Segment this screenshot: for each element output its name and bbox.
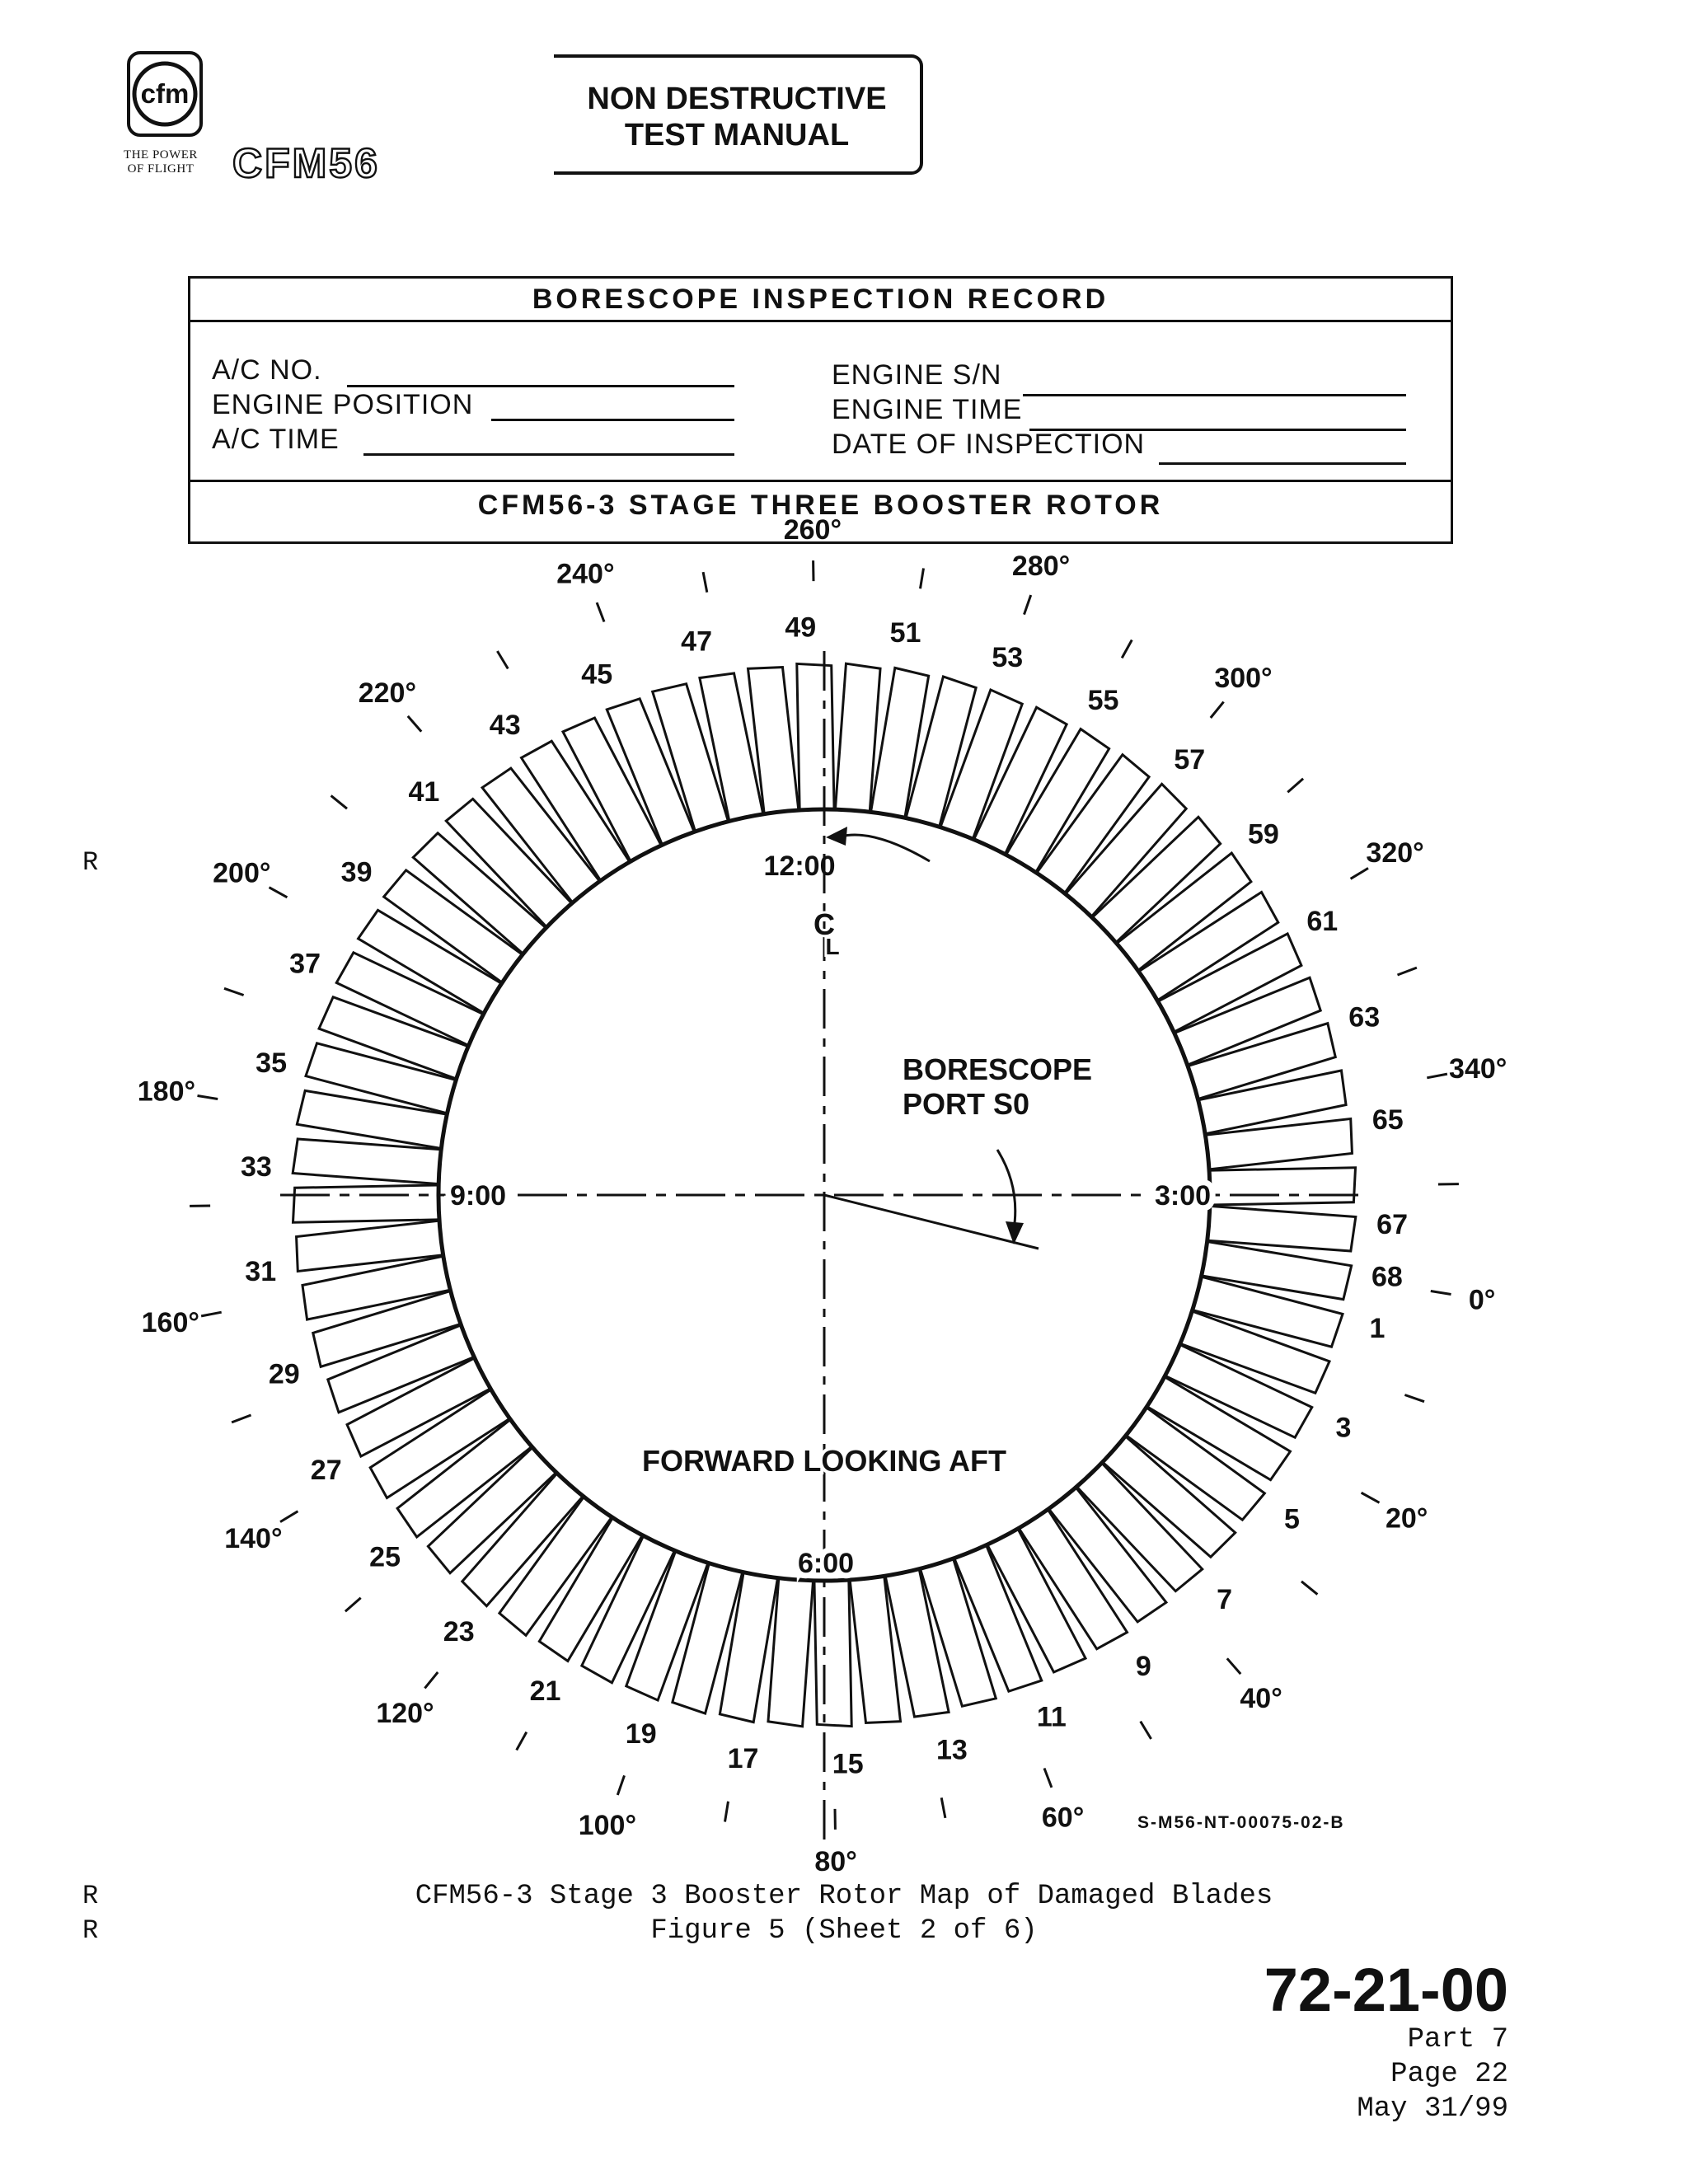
blade-number-label: 9: [1135, 1651, 1151, 1682]
degree-tick: [1398, 968, 1417, 975]
degree-label: 300°: [1214, 663, 1273, 695]
degree-tick: [1427, 1074, 1447, 1078]
cfm-logo-icon: [124, 51, 206, 138]
degree-label: 160°: [141, 1307, 199, 1339]
degree-tick: [232, 1415, 251, 1422]
blade-number-label: 49: [785, 612, 817, 644]
degree-label: 260°: [783, 514, 842, 546]
blade-number-label: 63: [1348, 1001, 1381, 1033]
blade-number-label: 35: [256, 1047, 288, 1079]
blade-number-label: 1: [1369, 1313, 1386, 1345]
field-label-date-of-inspection: DATE OF INSPECTION: [832, 429, 1146, 460]
field-label-engine-sn: ENGINE S/N: [832, 359, 1002, 391]
blade-number-label: 45: [581, 658, 613, 691]
degree-tick: [921, 569, 924, 589]
degree-tick: [270, 888, 288, 898]
view-direction-label: FORWARD LOOKING AFT: [642, 1444, 1006, 1478]
degree-tick: [941, 1797, 945, 1818]
field-line-engine-sn[interactable]: [1023, 394, 1406, 396]
cfm56-wordmark: [232, 140, 455, 186]
degree-tick: [1362, 1493, 1380, 1502]
figure-number: Figure 5 (Sheet 2 of 6): [650, 1915, 1038, 1947]
borescope-port-label-line-1: BORESCOPE: [903, 1052, 1093, 1086]
degree-label: 60°: [1041, 1802, 1085, 1834]
degree-tick: [1287, 779, 1303, 792]
blade-number-label: 27: [310, 1455, 342, 1486]
field-label-engine-position: ENGINE POSITION: [212, 389, 474, 420]
degree-tick: [1431, 1291, 1451, 1295]
field-line-date-of-inspection[interactable]: [1159, 462, 1406, 465]
field-label-ac-time: A/C TIME: [212, 424, 340, 455]
field-label-engine-time: ENGINE TIME: [832, 394, 1023, 425]
revision-mark: R: [82, 1881, 99, 1911]
degree-tick: [1122, 640, 1132, 658]
degree-tick: [1044, 1769, 1052, 1788]
field-line-ac-time[interactable]: [363, 453, 734, 456]
blade-number-label: 13: [935, 1734, 968, 1766]
blade-number-label: 65: [1372, 1104, 1404, 1136]
degree-tick: [1301, 1582, 1317, 1595]
degree-label: 340°: [1449, 1052, 1507, 1085]
blade-number-label: 67: [1376, 1209, 1409, 1241]
form-title: BORESCOPE INSPECTION RECORD: [532, 284, 1109, 315]
inspection-record-form: [188, 276, 1453, 544]
blade-number-label: 25: [369, 1541, 401, 1573]
chapter-number: 72-21-00: [1264, 1956, 1508, 2024]
tagline-line-1: THE POWER: [124, 148, 198, 162]
footer-page: Page 22: [1390, 2059, 1508, 2090]
clock-label-9: 9:00: [449, 1180, 507, 1212]
degree-tick: [1227, 1658, 1240, 1674]
degree-label: 180°: [137, 1076, 196, 1108]
degree-label: 280°: [1011, 551, 1071, 582]
degree-label: 0°: [1468, 1284, 1496, 1316]
blade-number-label: 33: [240, 1151, 272, 1183]
field-label-ac-no: A/C NO.: [212, 354, 322, 386]
blade-number-label: 51: [889, 617, 921, 649]
blade-number-label: 43: [489, 710, 521, 741]
rotor-blade: [797, 663, 834, 816]
blade-number-label: 59: [1247, 818, 1279, 851]
degree-tick: [345, 1598, 361, 1611]
manual-title-line-1: NON DESTRUCTIVE: [587, 82, 887, 116]
figure-reference-code: S-M56-NT-00075-02-B: [1137, 1813, 1345, 1832]
centerline-symbol-l: L: [825, 934, 840, 959]
degree-tick: [1025, 595, 1031, 615]
degree-tick: [408, 716, 421, 732]
tagline-line-2: OF FLIGHT: [127, 162, 195, 176]
clock-label-3: 3:00: [1154, 1180, 1212, 1212]
logo-tagline: [111, 148, 210, 176]
degree-label: 40°: [1240, 1682, 1282, 1714]
blade-number-label: 19: [625, 1718, 657, 1750]
borescope-port-label-line-2: PORT S0: [903, 1087, 1030, 1121]
blade-number-label: 15: [832, 1748, 864, 1780]
manual-title: [554, 81, 920, 153]
manual-title-line-2: TEST MANUAL: [624, 118, 850, 152]
wordmark-text: CFM56: [232, 140, 380, 186]
degree-label: 120°: [376, 1697, 434, 1729]
degree-label: 200°: [213, 857, 271, 889]
blade-number-label: 29: [268, 1358, 300, 1390]
blade-number-label: 17: [727, 1742, 759, 1774]
blade-number-label: 5: [1283, 1503, 1300, 1535]
degree-tick: [224, 988, 244, 995]
degree-tick: [1211, 702, 1224, 718]
degree-label: 140°: [224, 1523, 283, 1555]
field-line-ac-no[interactable]: [347, 385, 734, 387]
form-divider-bottom: [190, 480, 1451, 482]
blade-number-label: 3: [1335, 1412, 1352, 1444]
degree-tick: [280, 1511, 298, 1522]
degree-tick: [497, 651, 508, 668]
degree-tick: [617, 1775, 624, 1795]
blade-number-label: 41: [408, 776, 440, 808]
blade-number-label: 61: [1306, 906, 1339, 937]
footer-date: May 31/99: [1357, 2093, 1508, 2125]
clock-label-6: 6:00: [797, 1548, 855, 1579]
blade-number-label: 39: [340, 856, 373, 888]
blade-number-label: 55: [1087, 684, 1119, 716]
degree-tick: [198, 1096, 218, 1099]
degree-tick: [517, 1732, 527, 1750]
blade-number-label: 23: [443, 1615, 475, 1647]
degree-tick: [703, 572, 707, 593]
degree-tick: [1404, 1395, 1424, 1402]
form-divider-top: [190, 320, 1451, 322]
blade-number-label: 37: [289, 948, 321, 980]
degree-label: 80°: [814, 1845, 857, 1877]
rotor-blade: [1203, 1168, 1356, 1205]
blade-number-label: 57: [1174, 744, 1206, 776]
degree-tick: [331, 795, 347, 808]
revision-mark: R: [82, 1915, 99, 1946]
degree-tick: [597, 602, 604, 621]
figure-caption: CFM56-3 Stage 3 Booster Rotor Map of Damaged Blades: [415, 1881, 1273, 1912]
degree-tick: [1351, 868, 1368, 879]
rotor-blade-map: [137, 514, 1525, 1877]
degree-tick: [725, 1802, 729, 1822]
manual-title-box: [554, 54, 923, 175]
footer-part: Part 7: [1407, 2024, 1508, 2055]
degree-label: 320°: [1366, 837, 1424, 869]
centerline-symbol-c: C: [814, 907, 835, 941]
blade-number-label: 47: [681, 626, 713, 658]
degree-label: 20°: [1385, 1502, 1428, 1535]
blade-number-label: 21: [529, 1675, 561, 1708]
rotor-blade: [814, 1574, 851, 1727]
blade-number-label: 11: [1036, 1701, 1067, 1733]
form-subtitle: CFM56-3 STAGE THREE BOOSTER ROTOR: [477, 490, 1164, 521]
degree-label: 100°: [578, 1810, 637, 1841]
blade-number-label: 68: [1371, 1261, 1403, 1293]
blade-number-label: 7: [1217, 1584, 1233, 1616]
field-line-engine-position[interactable]: [491, 419, 734, 421]
rotor-blade: [293, 1185, 445, 1222]
clock-label-12: 12:00: [763, 851, 836, 882]
degree-tick: [424, 1672, 438, 1688]
blade-number-label: 53: [992, 641, 1024, 673]
degree-tick: [1141, 1722, 1151, 1739]
blade-number-label: 31: [245, 1256, 277, 1288]
degree-label: 220°: [358, 677, 417, 710]
degree-label: 240°: [556, 558, 615, 590]
revision-mark: R: [82, 847, 99, 878]
logo-text: cfm: [140, 78, 190, 109]
degree-tick: [201, 1312, 222, 1316]
